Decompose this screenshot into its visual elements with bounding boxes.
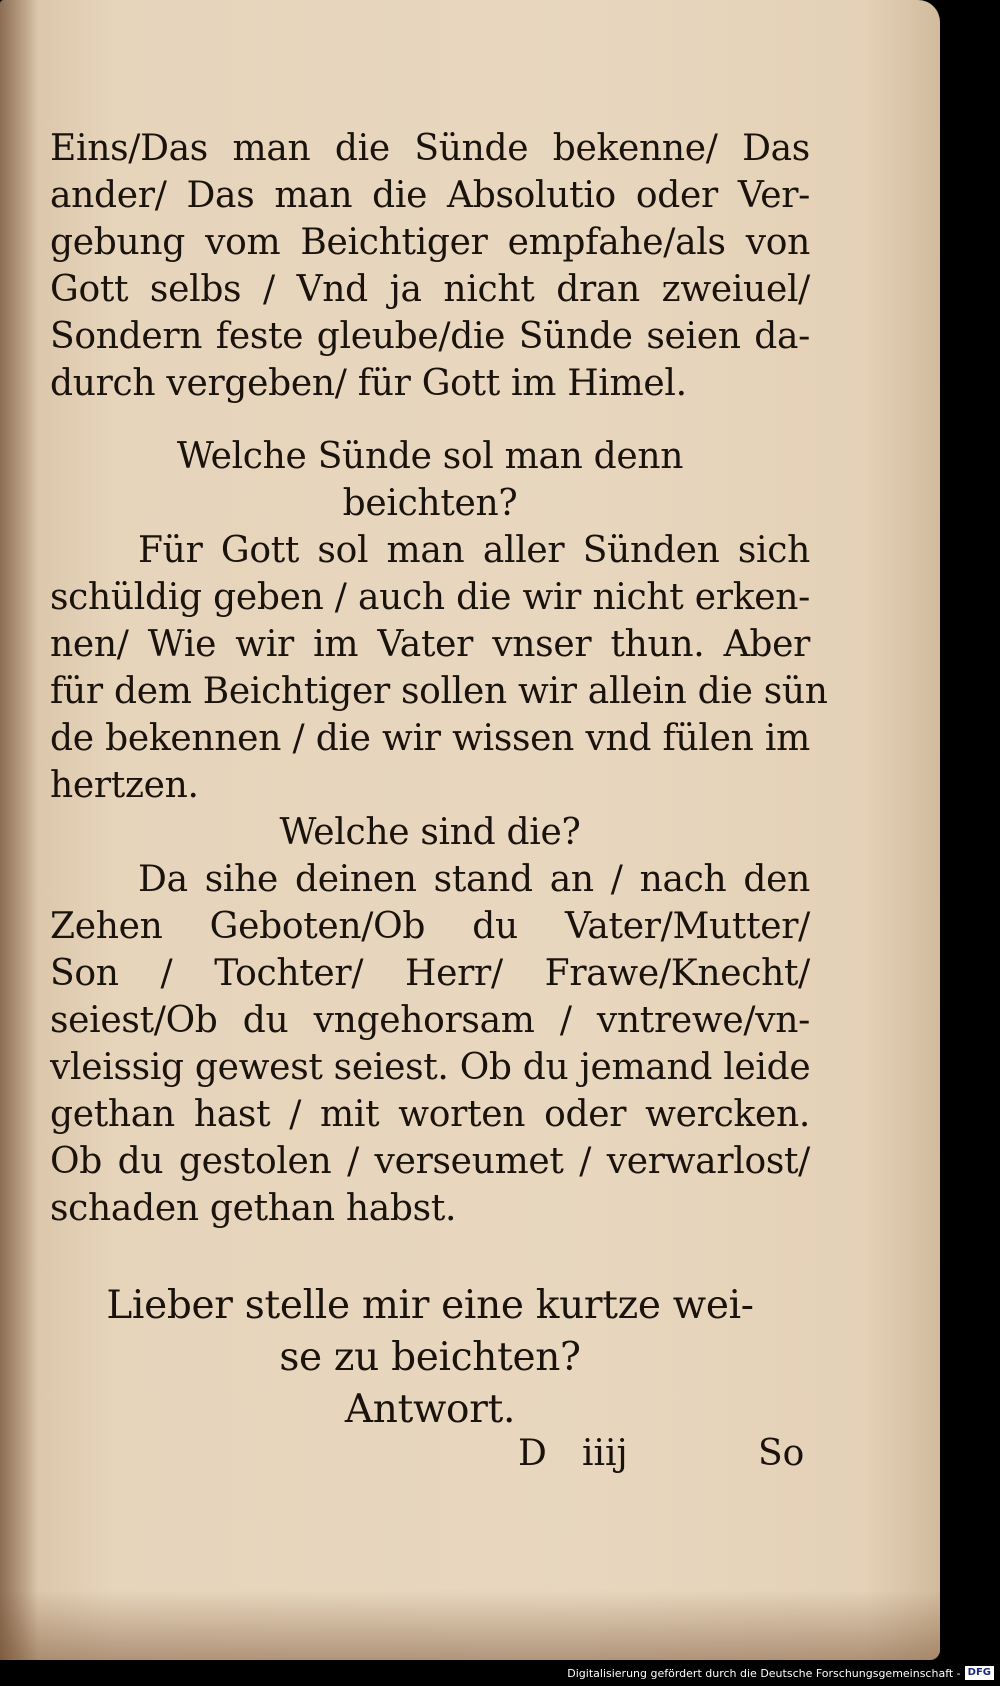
question-heading: se zu beichten? <box>279 1335 581 1380</box>
text-line: nen/ Wie wir im Vater vnser thun. Aber <box>50 624 810 665</box>
signature-letter: D <box>518 1433 547 1474</box>
page-text <box>50 125 828 1436</box>
text-line: schüldig geben / auch die wir nicht erken- <box>50 577 810 618</box>
question-heading: Welche sind die? <box>279 812 581 853</box>
text-line: hertzen. <box>50 765 199 806</box>
text-line: Zehen Geboten/Ob du Vater/Mutter/ <box>50 906 810 947</box>
signature-line <box>0 1433 820 1483</box>
question-heading: Lieber stelle mir eine kurtze wei- <box>106 1283 754 1328</box>
text-line: schaden gethan habst. <box>50 1188 457 1229</box>
text-line: für dem Beichtiger sollen wir allein die sün <box>50 671 828 712</box>
text-line: Sondern feste gleube/die Sünde seien da- <box>50 316 810 357</box>
credit-text: Digitalisierung gefördert durch die Deutsche Forschungsgemeinschaft - <box>567 1666 961 1680</box>
text-line: durch vergeben/ für Gott im Himel. <box>50 363 687 404</box>
text-line: seiest/Ob du vngehorsam / vntrewe/vn- <box>50 1000 810 1041</box>
digitization-credit <box>567 1664 994 1682</box>
signature-number: iiij <box>582 1433 628 1474</box>
text-line: Ob du gestolen / verseumet / verwarlost/ <box>50 1141 810 1182</box>
spacer <box>50 1232 810 1280</box>
text-line: de bekennen / die wir wissen vnd fülen im <box>50 718 810 759</box>
catchword: So <box>758 1433 805 1474</box>
text-line: ander/ Das man die Absolutio oder Ver- <box>50 175 810 216</box>
text-line: gebung vom Beichtiger empfahe/als von <box>50 222 810 263</box>
page-bottom-shadow <box>0 1590 940 1660</box>
answer-label: Antwort. <box>344 1387 516 1432</box>
text-line: Für Gott sol man aller Sünden sich <box>138 530 810 571</box>
dfg-logo: DFG <box>965 1666 994 1680</box>
question-heading: Welche Sünde sol man denn <box>176 436 684 477</box>
question-heading: beichten? <box>342 483 518 524</box>
spacer <box>50 407 810 433</box>
text-line: Da sihe deinen stand an / nach den <box>138 859 810 900</box>
text-line: gethan hast / mit worten oder wercken. <box>50 1094 810 1135</box>
text-line: vleissig gewest seiest. Ob du jemand leide <box>50 1047 811 1088</box>
page-gutter-shadow <box>0 0 38 1660</box>
text-line: Son / Tochter/ Herr/ Frawe/Knecht/ <box>50 953 810 994</box>
text-line: Gott selbs / Vnd ja nicht dran zweiuel/ <box>50 269 810 310</box>
text-line: Eins/Das man die Sünde bekenne/ Das <box>50 128 810 169</box>
